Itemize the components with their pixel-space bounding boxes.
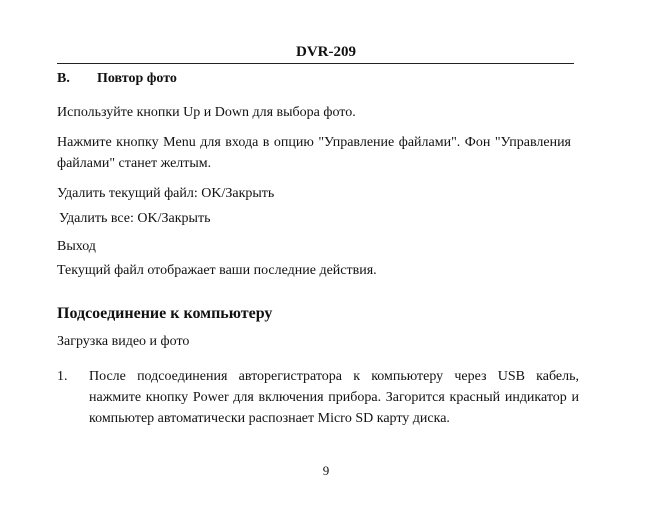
paragraph-exit: Выход (57, 239, 96, 254)
paragraph-menu-files: Нажмите кнопку Menu для входа в опцию "Управление файлами". Фон "Управления файлами" станет желтым. (57, 135, 571, 171)
paragraph-delete-current: Удалить текущий файл: OK/Закрыть (57, 186, 275, 201)
section-b-heading (57, 70, 177, 88)
paragraph-current-file: Текущий файл отображает ваши последние действия. (57, 263, 377, 278)
section-connect-subtitle: Загрузка видео и фото (57, 334, 190, 349)
paragraph-select-photo: Используйте кнопки Up и Down для выбора фото. (57, 105, 356, 120)
section-connect-heading: Подсоединение к компьютеру (57, 305, 273, 322)
section-b-title: Повтор фото (97, 71, 177, 86)
list-item-text: После подсоединения авторегистратора к компьютеру через USB кабель, нажмите кнопку Power для включения прибора. Загорится красный индикатор и компьютер автоматически распознает Micro SD карту диска. (89, 369, 579, 426)
section-b-letter: B. (57, 71, 70, 86)
paragraph-delete-all: Удалить все: OK/Закрыть (59, 211, 211, 226)
page-number: 9 (322, 463, 330, 478)
header-divider (57, 63, 574, 64)
list-item-number: 1. (57, 369, 68, 384)
document-header-title: DVR-209 (296, 44, 356, 60)
